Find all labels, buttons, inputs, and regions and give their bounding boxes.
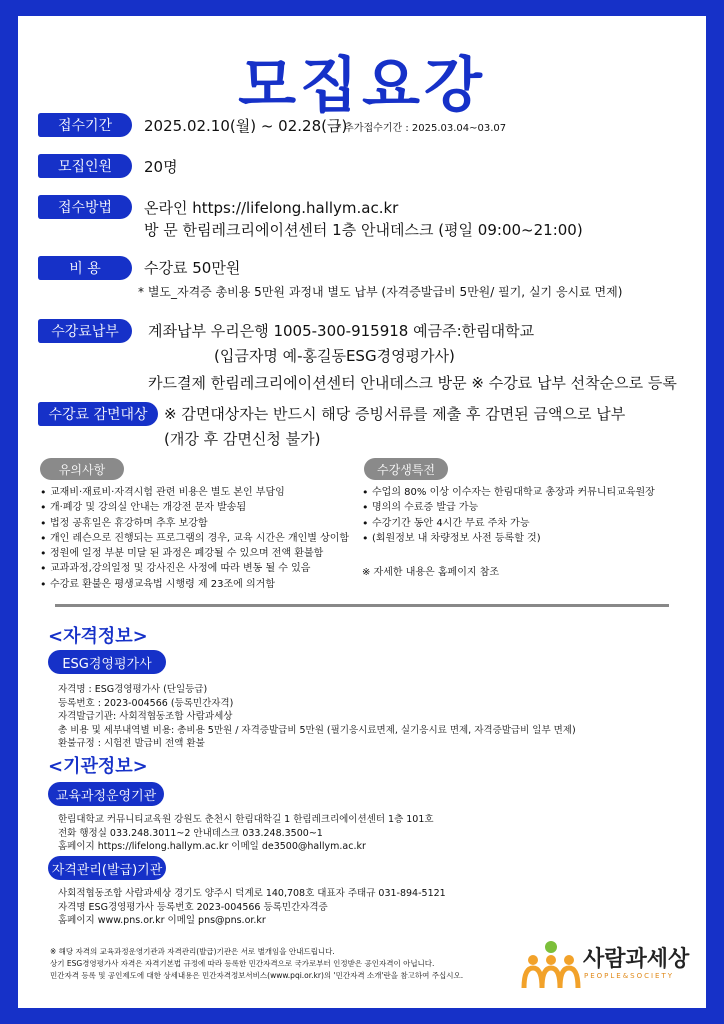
- fee-value: 수강료 50만원: [144, 259, 241, 277]
- label-period: 접수기간: [38, 113, 132, 137]
- notice-list: [40, 485, 349, 592]
- org-line: 사회적협동조합 사람과세상 경기도 양주시 덕계로 140,708호 대표자 주태규 031-894-5121: [58, 888, 446, 899]
- cert-pill: ESG경영평가사: [48, 650, 166, 674]
- poster-sheet: [18, 16, 706, 1008]
- logo-sub: PEOPLE&SOCIETY: [584, 972, 675, 980]
- footer-notes: [50, 946, 463, 982]
- list-item: • 교과과정,강의일정 및 강사진은 사정에 따라 변동 될 수 있음: [40, 561, 349, 576]
- list-item-cont-text: 명의의 수료증 발급 가능: [372, 502, 479, 514]
- org-issuer-info: [58, 887, 446, 928]
- list-item-cont-text: (회원정보 내 차량정보 사전 등록할 것): [372, 532, 541, 544]
- logo: [520, 940, 690, 992]
- period-extra: * 추가접수기간 : 2025.03.04~03.07: [336, 123, 507, 134]
- method-visit: 방 문 한림레크리에이션센터 1층 안내데스크 (평일 09:00~21:00): [144, 221, 583, 239]
- method-online: 온라인 https://lifelong.hallym.ac.kr: [144, 199, 399, 217]
- list-item: • 수강기간 동안 4시간 무료 주차 가능: [362, 516, 655, 531]
- org-line: 한림대학교 커뮤니티교육원 강원도 춘천시 한림대학길 1 한림레크리에이션센터 1층 101호: [58, 814, 434, 825]
- discount-line1: ※ 감면대상자는 반드시 해당 증빙서류를 제출 후 감면된 금액으로 납부: [164, 405, 626, 423]
- org-operator-info: [58, 813, 434, 854]
- discount-line2: (개강 후 감면신청 불가): [164, 430, 321, 448]
- cert-line: 자격발급기관: 사회적협동조합 사람과세상: [58, 711, 233, 723]
- label-capacity: 모집인원: [38, 154, 132, 178]
- label-fee: 비 용: [38, 256, 132, 280]
- benefits-list: [362, 485, 655, 546]
- label-method: 접수방법: [38, 195, 132, 219]
- org-pill-issuer: 자격관리(발급)기관: [48, 856, 166, 880]
- payment-line2: (입금자명 예-홍길동ESG경영평가사): [214, 347, 455, 365]
- org-line: 홈페이지 www.pns.or.kr 이메일 pns@pns.or.kr: [58, 915, 266, 927]
- list-item: • 개·폐강 및 강의실 안내는 개강전 문자 발송됨: [40, 500, 349, 515]
- payment-line1: 계좌납부 우리은행 1005-300-915918 예금주:한림대학교: [148, 322, 535, 340]
- cert-line: 등록번호 : 2023-004566 (등록민간자격): [58, 697, 234, 709]
- org-heading: <기관정보>: [48, 756, 148, 777]
- footer-line: 민간자격 등록 및 공인제도에 대한 상세내용은 민간자격정보서비스(www.pqi.or.kr)의 '민간자격 소개'란을 참고하여 주십시오.: [50, 971, 464, 980]
- list-item: • 수업의 80% 이상 이수자는 한림대학교 총장과 커뮤니티교육원장: [362, 485, 655, 500]
- logo-name: 사람과세상: [583, 947, 690, 972]
- fee-note: * 별도_자격증 총비용 5만원 과정내 별도 납부 (자격증발급비 5만원/ 필기, 실기 응시료 면제): [138, 285, 623, 299]
- cert-line: 환불규정 : 시험전 발급비 전액 환불: [58, 738, 205, 750]
- list-item: • 정원에 일정 부분 미달 된 과정은 폐강될 수 있으며 전액 환불함: [40, 546, 349, 561]
- list-item-cont: [362, 531, 655, 546]
- footer-line: ※ 해당 자격의 교육과정운영기관과 자격관리(발급)기관은 서로 별개임을 안내드립니다.: [50, 947, 335, 956]
- benefits-label: 수강생특전: [364, 458, 448, 480]
- period-value: 2025.02.10(월) ~ 02.28(금): [144, 117, 348, 135]
- list-item: • 교재비·재료비·자격시험 관련 비용은 별도 본인 부담임: [40, 485, 349, 500]
- list-item: • 법정 공휴일은 휴강하며 추후 보강함: [40, 516, 349, 531]
- list-item: • 개인 레슨으로 진행되는 프로그램의 경우, 교육 시간은 개인별 상이함: [40, 531, 349, 546]
- cert-heading: <자격정보>: [48, 626, 148, 647]
- org-pill-operator: 교육과정운영기관: [48, 782, 164, 806]
- list-item: • 수강료 환불은 평생교육법 시행령 제 23조에 의거함: [40, 577, 349, 592]
- divider: [55, 604, 669, 607]
- capacity-value: 20명: [144, 158, 178, 176]
- footer-line: 상기 ESG경영평가사 자격은 자격기본법 규정에 따라 등록한 민간자격으로 국가로부터 인정받은 공인자격이 아닙니다.: [50, 959, 435, 968]
- list-item-cont: [362, 500, 655, 515]
- label-discount: 수강료 감면대상: [38, 402, 158, 426]
- cert-line: 자격명 : ESG경영평가사 (단일등급): [58, 684, 208, 695]
- org-line: 홈페이지 https://lifelong.hallym.ac.kr 이메일 de3500@hallym.ac.kr: [58, 841, 366, 853]
- payment-line3: 카드결제 한림레크리에이션센터 안내데스크 방문 ※ 수강료 납부 선착순으로 등록: [148, 374, 677, 392]
- org-line: 자격명 ESG경영평가사 등록번호 2023-004566 등록민간자격증: [58, 901, 328, 913]
- cert-info: [58, 683, 576, 751]
- people-logo-icon: [520, 940, 582, 992]
- notice-label: 유의사항: [40, 458, 124, 480]
- page-title: 모집요강: [238, 51, 486, 121]
- cert-line: 총 비용 및 세부내역별 비용: 총비용 5만원 / 자격증발급비 5만원 (필기응시료면제, 실기응시료 면제, 자격증발급비 일부 면제): [58, 724, 576, 736]
- benefits-footnote: ※ 자세한 내용은 홈페이지 참조: [362, 567, 500, 578]
- org-line: 전화 행정실 033.248.3011~2 안내데스크 033.248.3500~1: [58, 827, 323, 839]
- label-payment: 수강료납부: [38, 319, 132, 343]
